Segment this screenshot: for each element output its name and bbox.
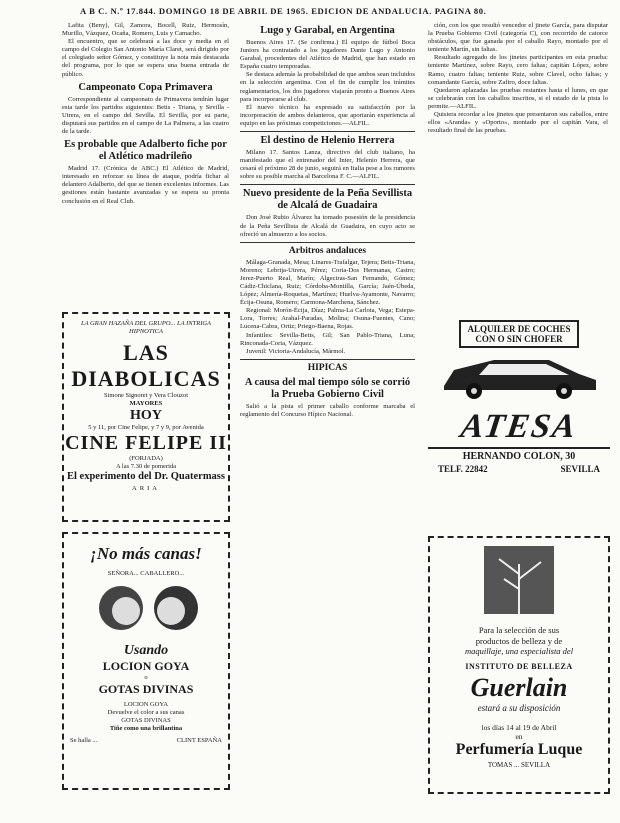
product-1: LOCION GOYA	[102, 659, 190, 673]
ad-dates: los días 14 al 19 de Abril	[481, 722, 557, 732]
headline: El destino de Helenio Herrera	[260, 135, 395, 147]
perfume-ad	[428, 536, 610, 794]
ad-city: SEVILLA	[560, 464, 600, 474]
flower-illustration-icon	[459, 544, 579, 616]
article-text: Quedaron aplazadas las pruebas restantes hasta el lunes, en que se celebrarán con los caballos inscritos, si el estado de la pista lo permite.—ALFIL.	[428, 86, 608, 110]
product-2: GOTAS DIVINAS	[98, 682, 194, 696]
article-text: ción, con los que resultó vencedor el jinete García, para disputar la Prueba Gobierno Civil (categoría C), con recorrido de catorce obstáculos, que fue ganada por el caballo Rayo, montado por el teniente Martín, sin faltas.	[428, 22, 608, 54]
article-text: Buenos Aires 17. (Se confirma.) El equipo de fútbol Boca Juniors ha contratado a los jugadores Dante Lugo y Antonio Garabal, procedentes del Atlético de Madrid, que han estado en España cuatro temporadas.	[240, 39, 415, 71]
article-text: Málaga-Granada, Mesa; Linares-Trafalgar, Tejera; Betis-Triana, Moreno; Lebrija-Utrera, Pérez; Coria-Dos Hermanas, Castro; Jerez-Puerto Real, Marín; Algeciras-San Fernando, Gómez; Cádiz-Chiclana, Ruiz; Córdoba-Montilla, García; Jaén-Úbeda, López; Almería-Roquetas, Martínez; Huelva-Ayamonte, Navarro; Écija-Osuna, Romero; Carmona-Marchena, Sánchez.	[240, 258, 415, 307]
ad-brand: Usando	[123, 643, 169, 658]
ad-institute: INSTITUTO DE BELLEZA	[465, 661, 573, 671]
ad-phone: TELF. 22842	[438, 464, 488, 474]
faces-illustration-icon	[71, 578, 221, 638]
ad-line: GOTAS DIVINAS	[121, 717, 171, 724]
ad-line: CON O SIN CHOFER	[475, 334, 563, 344]
headline: Es probable que Adalberto fiche por el Atlético madrileño	[64, 139, 227, 163]
cinema-ad	[62, 312, 230, 522]
cinema-note: (FORJADA)	[129, 455, 163, 462]
film-title: LAS DIABOLICAS	[71, 340, 221, 391]
ad-line: Devuelve el color a sus canas	[107, 709, 185, 716]
article-text: Lafita (Beny), Gil, Zamora, Bocell, Ruiz, Hermosín, Murillo, Vázquez, Ocaña, Romero, Luis y Camacho.	[62, 22, 229, 38]
headline: Arbitros andaluces	[288, 245, 367, 256]
atesa-logo: ATESA	[458, 408, 580, 445]
car-rental-ad	[428, 320, 610, 474]
article-text: Se destaca además la probabilidad de que ambos sean incluidos en la selección argentina. Con el fin de cumplir los trámites reglamentarios, los dos jugadores viajarán pronto a Buenos Aires para incorporarse al club.	[240, 71, 415, 103]
page-header: A B C. N.º 17.844. DOMINGO 18 DE ABRIL DE 1965. EDICION DE ANDALUCIA. PAGINA 80.	[80, 6, 487, 16]
article-text: Quisiera recordar a los jinetes que presentaron sus caballos, entre ellos «Aranda» y «Oporto», montado por el capitán Vara, el resultado final de las pruebas.	[428, 111, 608, 135]
article-text: El encuentro, que se celebrará a las doce y media en el campo del Colegio San Antonio María Claret, será dirigido por el colegiado señor Gómez, y constituye la nota más destacada del programa, por lo que se espera una buena entrada de público.	[62, 38, 229, 78]
ad-line: ALQUILER DE COCHES	[467, 324, 571, 334]
article-text: Resultado agregado de los jinetes participantes en esta prueba: teniente Martínez, sobre Rayo, cero faltas; capitán López, sobre Ramo, cuatro faltas; teniente Ruiz, sobre Clavel, ocho faltas; y comandante García, sobre Zafiro, doce faltas.	[428, 54, 608, 86]
film-title-2: El experimento del Dr. Quatermass	[67, 471, 225, 482]
film-rating: MAYORES	[129, 400, 163, 407]
ad-availability: estará a su disposición	[477, 702, 561, 713]
ad-footer-left: Se halla ...	[70, 737, 98, 744]
headline: Lugo y Garabal, en Argentina	[260, 25, 395, 36]
headline: A causa del mal tiempo sólo se corrió la Prueba Gobierno Civil	[244, 376, 411, 400]
showtimes: 5 y 11, por Cine Felipe, y 7 y 9, por Avenida	[88, 424, 204, 431]
ad-line: Tiñe como una brillantina	[109, 725, 183, 732]
shop-address: TOMAS ... SEVILLA	[487, 760, 551, 769]
headline: HIPICAS	[307, 362, 348, 373]
article-text: Infantiles: Sevilla-Betis, Gil; San Pablo-Triana, Luna; Rinconada-Coria, Vázquez.	[240, 331, 415, 347]
article-text: Regional: Morón-Écija, Díaz; Palma-La Carlota, Vega; Estepa-Lora, Torres; Arahal-Paradas, Molina; Osuna-Fuentes, Cano; Lucena-Cabra, Ortiz; Priego-Baena, Rojas.	[240, 307, 415, 331]
ad-address: HERNANDO COLON, 30	[428, 447, 610, 462]
ad-tagline: LA GRAN HAZAÑA DEL GRUPO... LA INTRIGA HIPNOTICA	[80, 320, 212, 335]
headline: Nuevo presidente de la Peña Sevillista de Alcalá de Guadaira	[242, 188, 413, 212]
ad-line: LOCION GOYA	[123, 701, 169, 708]
showtimes-2: A las 7.30 de pomerida	[115, 463, 177, 470]
film-cast: Simone Signoret y Vera Clouzot	[103, 392, 188, 399]
headline: Campeonato Copa Primavera	[78, 81, 213, 93]
article-text: Salió a la pista el primer caballo conforme marcaba el reglamento del Concurso Hípico Nacional.	[240, 402, 415, 418]
ad-en: en	[515, 731, 523, 741]
article-text: Madrid 17. (Crónica de ABC.) El Atlético de Madrid, interesado en reforzar su línea de ataque, podría fichar al delantero Adalberto, del que se tienen excelentes informes. Las gestiones están bastante avanzadas y se espera su pronta conclusión en el Real Club.	[62, 165, 229, 205]
shop-name: Perfumería Luque	[455, 740, 583, 758]
ad-line: maquillaje, una especialista del	[464, 646, 574, 656]
article-text: Correspondiente al campeonato de Primavera tendrán lugar esta tarde los partidos siguientes: Betis - Triana, y Sevilla - Utrera, en el campo del Sevilla. El Sevilla, por su parte, disputará sus partidos en el campo de La Palmera, a las cuatro de la tarde.	[62, 95, 229, 136]
cologne-ad	[62, 532, 230, 790]
ad-line: productos de belleza y de	[475, 635, 563, 646]
car-icon	[434, 348, 604, 403]
column-left	[62, 22, 229, 310]
ad-headline: ¡No más canas!	[90, 544, 202, 563]
column-right	[428, 22, 608, 314]
cinema-name: CINE FELIPE II	[65, 432, 227, 454]
ad-footer: ARIA	[132, 485, 160, 492]
article-text: El nuevo técnico ha expresado su satisfacción por la incorporación de ambos delanteros, que aportarán experiencia al equipo en las próximas competiciones.—ALFIL.	[240, 103, 415, 127]
guerlain-logo: Guerlain	[470, 672, 568, 702]
ad-line: Para la selección de sus	[478, 625, 560, 635]
today-label: HOY	[130, 408, 162, 423]
column-middle	[240, 22, 415, 812]
ad-footer-right: CLINT ESPAÑA	[176, 737, 222, 744]
ad-or: o	[144, 674, 148, 681]
article-text: Juvenil: Victoria-Andalucía, Mármol.	[246, 347, 346, 355]
article-text: Milano 17. Santos Lanza, directivo del club italiano, ha manifestado que el entrenador del Inter, Helenio Herrera, que cesará el próximo 28 de junio, seguirá en Italia pese a los rumores sobre su posible marcha al Barcelona F. C.—ALFIL.	[240, 149, 415, 181]
article-text: Don José Rubio Álvarez ha tomado posesión de la presidencia de la Peña Sevillista de Alcalá de Guadaira, en cuyo acto se ofreció un almuerzo a los socios.	[240, 214, 415, 238]
ad-subtitle: SEÑORA... CABALLERO...	[107, 570, 185, 577]
